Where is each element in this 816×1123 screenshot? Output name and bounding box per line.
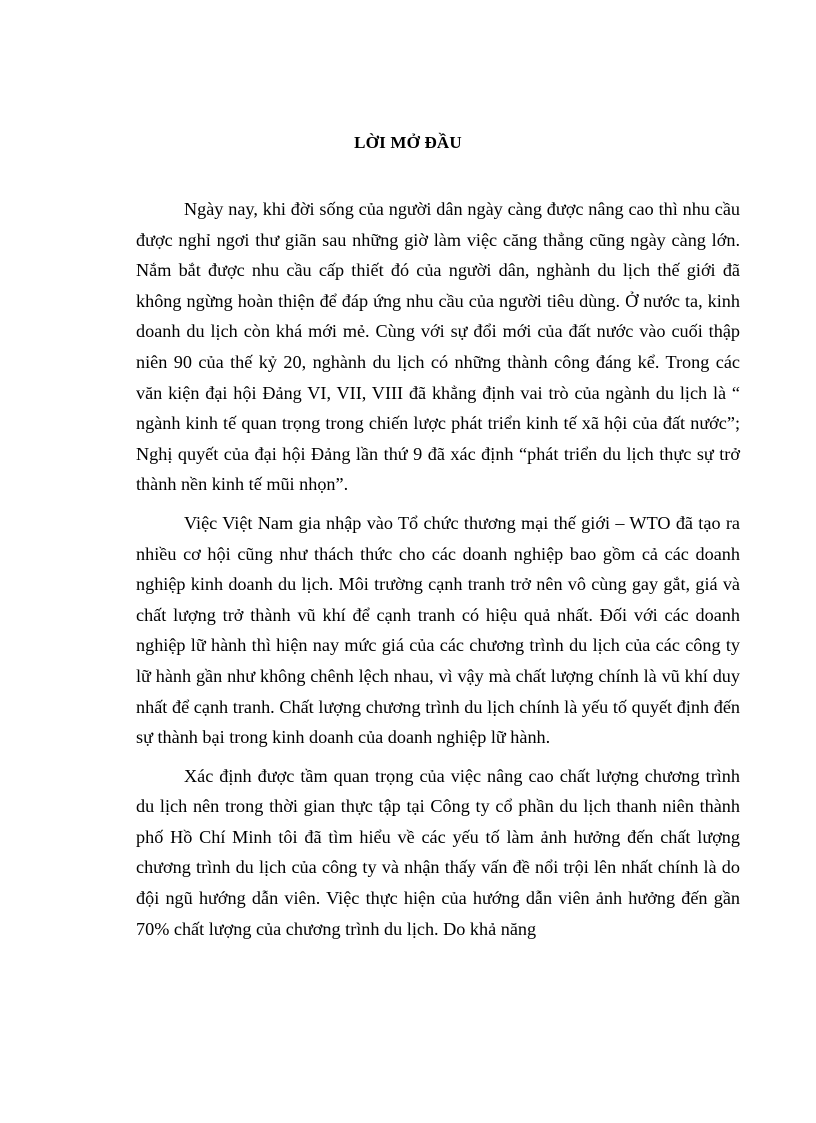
page-title: LỜI MỞ ĐẦU (354, 133, 462, 152)
paragraph-purpose: Xác định được tầm quan trọng của việc nâng cao chất lượng chương trình du lịch nên trong thời gian thực tập tại Công ty cổ phần du lịch thanh niên thành phố Hồ Chí Minh tôi đã tìm hiểu về các yếu tố làm ảnh hưởng đến chất lượng chương trình du lịch của công ty và nhận thấy vấn đề nổi trội lên nhất chính là do đội ngũ hướng dẫn viên. Việc thực hiện của hướng dẫn viên ảnh hưởng đến gần 70% chất lượng của chương trình du lịch. Do khả năng (136, 765, 740, 939)
paragraph-intro: Ngày nay, khi đời sống của người dân ngày càng được nâng cao thì nhu cầu được nghỉ ngơi thư giãn sau những giờ làm việc căng thẳng cũng ngày càng lớn. Nắm bắt được nhu cầu cấp thiết đó của người dân, nghành du lịch thế giới đã không ngừng hoàn thiện để đáp ứng nhu cầu của người tiêu dùng. Ở nước ta, kinh doanh du lịch còn khá mới mẻ. Cùng với sự đổi mới của đất nước vào cuối thập niên 90 của thế kỷ 20, nghành du lịch có những thành công đáng kể. Trong các văn kiện đại hội Đảng VI, VII, VIII đã khẳng định vai trò của ngành du lịch là “ ngành kinh tế quan trọng trong chiến lược phát triển kinh tế xã hội của đất nước”; Nghị quyết của đại hội Đảng lần thứ 9 đã xác định “phát triển du lịch thực sự trở thành nền kinh tế mũi nhọn”. (136, 199, 740, 495)
paragraph-wto: Việc Việt Nam gia nhập vào Tổ chức thương mại thế giới – WTO đã tạo ra nhiều cơ hội cũng như thách thức cho các doanh nghiệp bao gồm cả các doanh nghiệp kinh doanh du lịch. Môi trường cạnh tranh trở nên vô cùng gay gắt, giá và chất lượng trở thành vũ khí để cạnh tranh có hiệu quả nhất. Đối với các doanh nghiệp lữ hành thì hiện nay mức giá của các chương trình du lịch của các công ty lữ hành gần như không chênh lệch nhau, vì vậy mà chất lượng chính là vũ khí duy nhất để cạnh tranh. Chất lượng chương trình du lịch chính là yếu tố quyết định đến sự thành bại trong kinh doanh của doanh nghiệp lữ hành. (136, 512, 740, 748)
document-body (136, 194, 740, 952)
